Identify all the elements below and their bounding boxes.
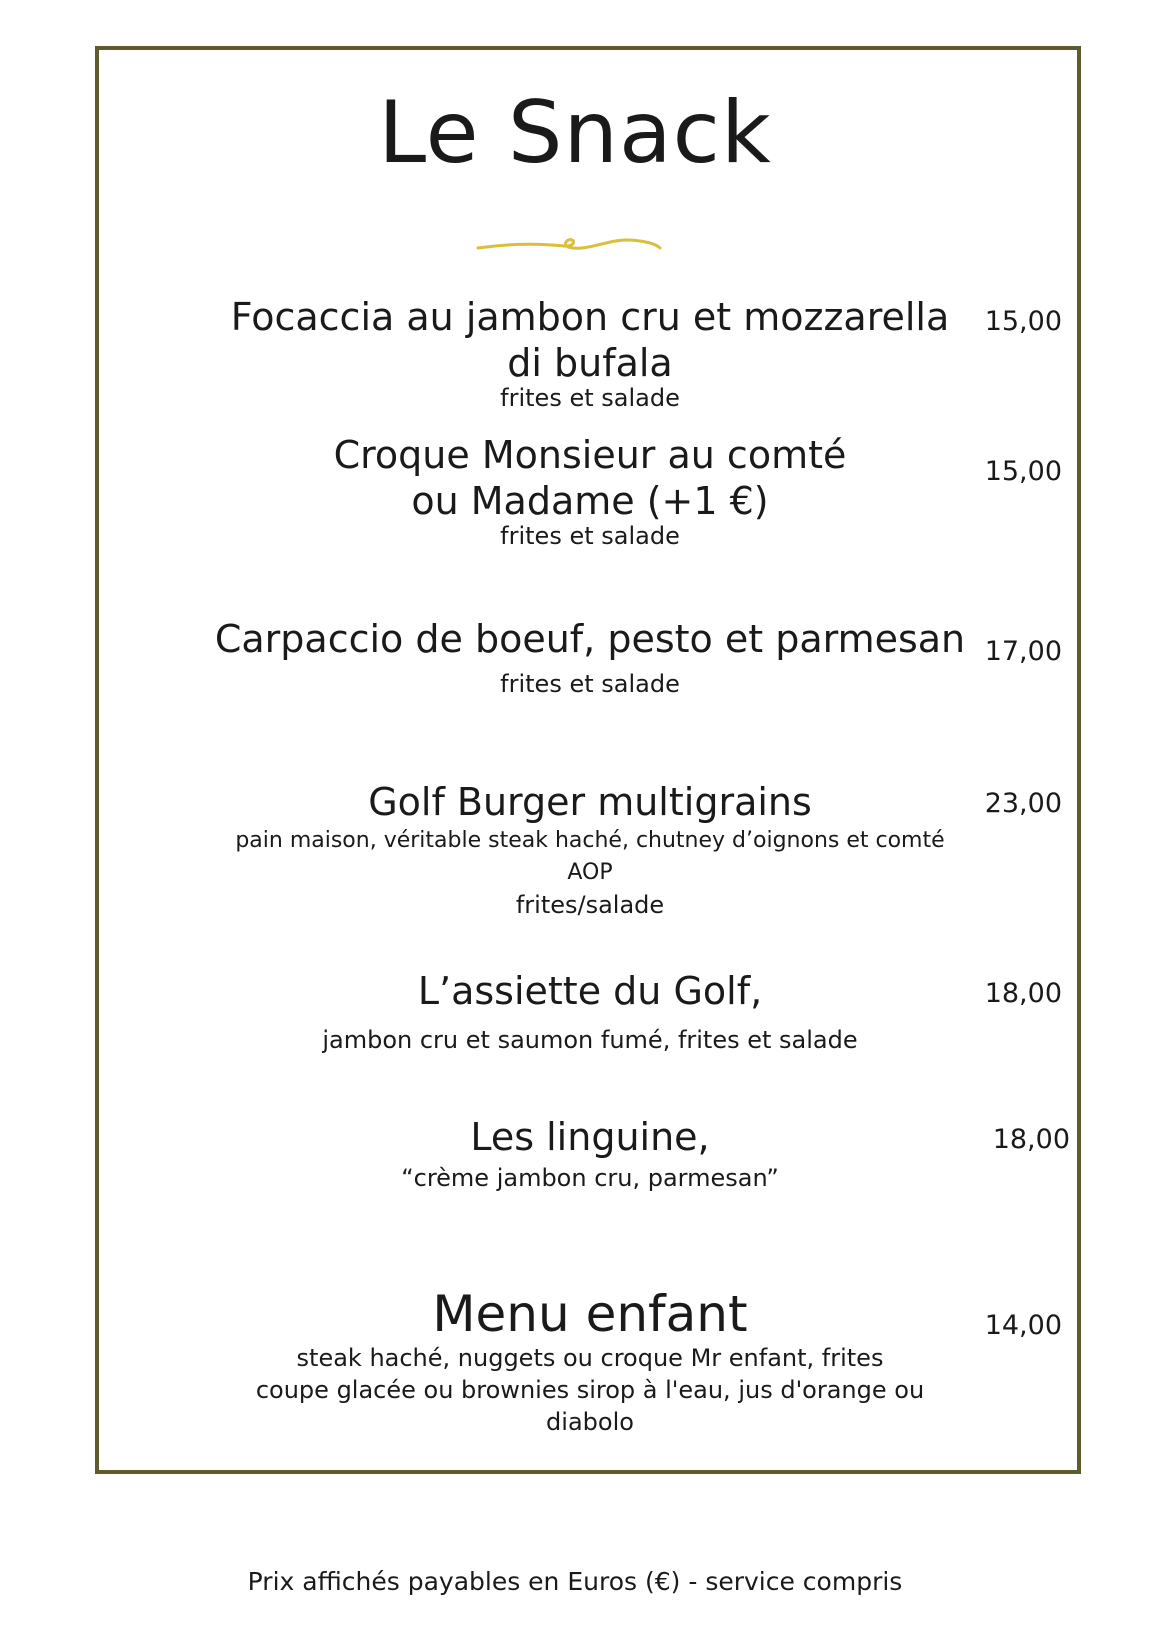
item-description-line1: steak haché, nuggets ou croque Mr enfant, frites (296, 1344, 884, 1372)
item-description: frites et salade (500, 522, 680, 550)
item-name: L’assiette du Golf, (417, 969, 763, 1013)
menu-title: Le Snack (378, 83, 772, 183)
item-price: 15,00 (984, 306, 1062, 337)
menu-item-focaccia (210, 294, 970, 414)
item-description: frites et salade (500, 384, 680, 412)
footer-note: Prix affichés payables en Euros (€) - service compris (247, 1567, 903, 1596)
item-price: 18,00 (984, 978, 1062, 1009)
menu-frame (95, 46, 1081, 1474)
item-price: 23,00 (984, 788, 1062, 819)
gold-flourish-divider (476, 234, 662, 258)
item-name: Les linguine, (470, 1115, 710, 1159)
item-price: 17,00 (984, 636, 1062, 667)
item-description: frites et salade (500, 670, 680, 698)
item-name-line2: ou Madame (+1 €) (411, 479, 769, 523)
item-description: “crème jambon cru, parmesan” (401, 1164, 779, 1192)
item-description-line2: frites/salade (515, 891, 665, 919)
menu-item-menu-enfant (210, 1286, 970, 1438)
menu-item-carpaccio (210, 616, 970, 700)
menu-item-golf-burger (210, 779, 970, 921)
item-price: 18,00 (992, 1124, 1070, 1155)
item-name: Menu enfant (432, 1285, 748, 1343)
item-description: jambon cru et saumon fumé, frites et salade (322, 1026, 858, 1054)
menu-item-croque (210, 432, 970, 552)
item-price: 15,00 (984, 456, 1062, 487)
menu-item-assiette (210, 968, 970, 1056)
item-name: Carpaccio de boeuf, pesto et parmesan (214, 617, 966, 661)
item-name-line1: Croque Monsieur au comté (333, 433, 847, 477)
item-name: Golf Burger multigrains (368, 780, 812, 824)
item-description-line2: coupe glacée ou brownies sirop à l'eau, jus d'orange ou diabolo (255, 1376, 925, 1436)
item-name: Focaccia au jambon cru et mozzarella di bufala (230, 295, 950, 385)
item-description-line1: pain maison, véritable steak haché, chutney d’oignons et comté AOP (235, 828, 945, 885)
menu-item-linguine (210, 1114, 970, 1194)
item-price: 14,00 (984, 1310, 1062, 1341)
